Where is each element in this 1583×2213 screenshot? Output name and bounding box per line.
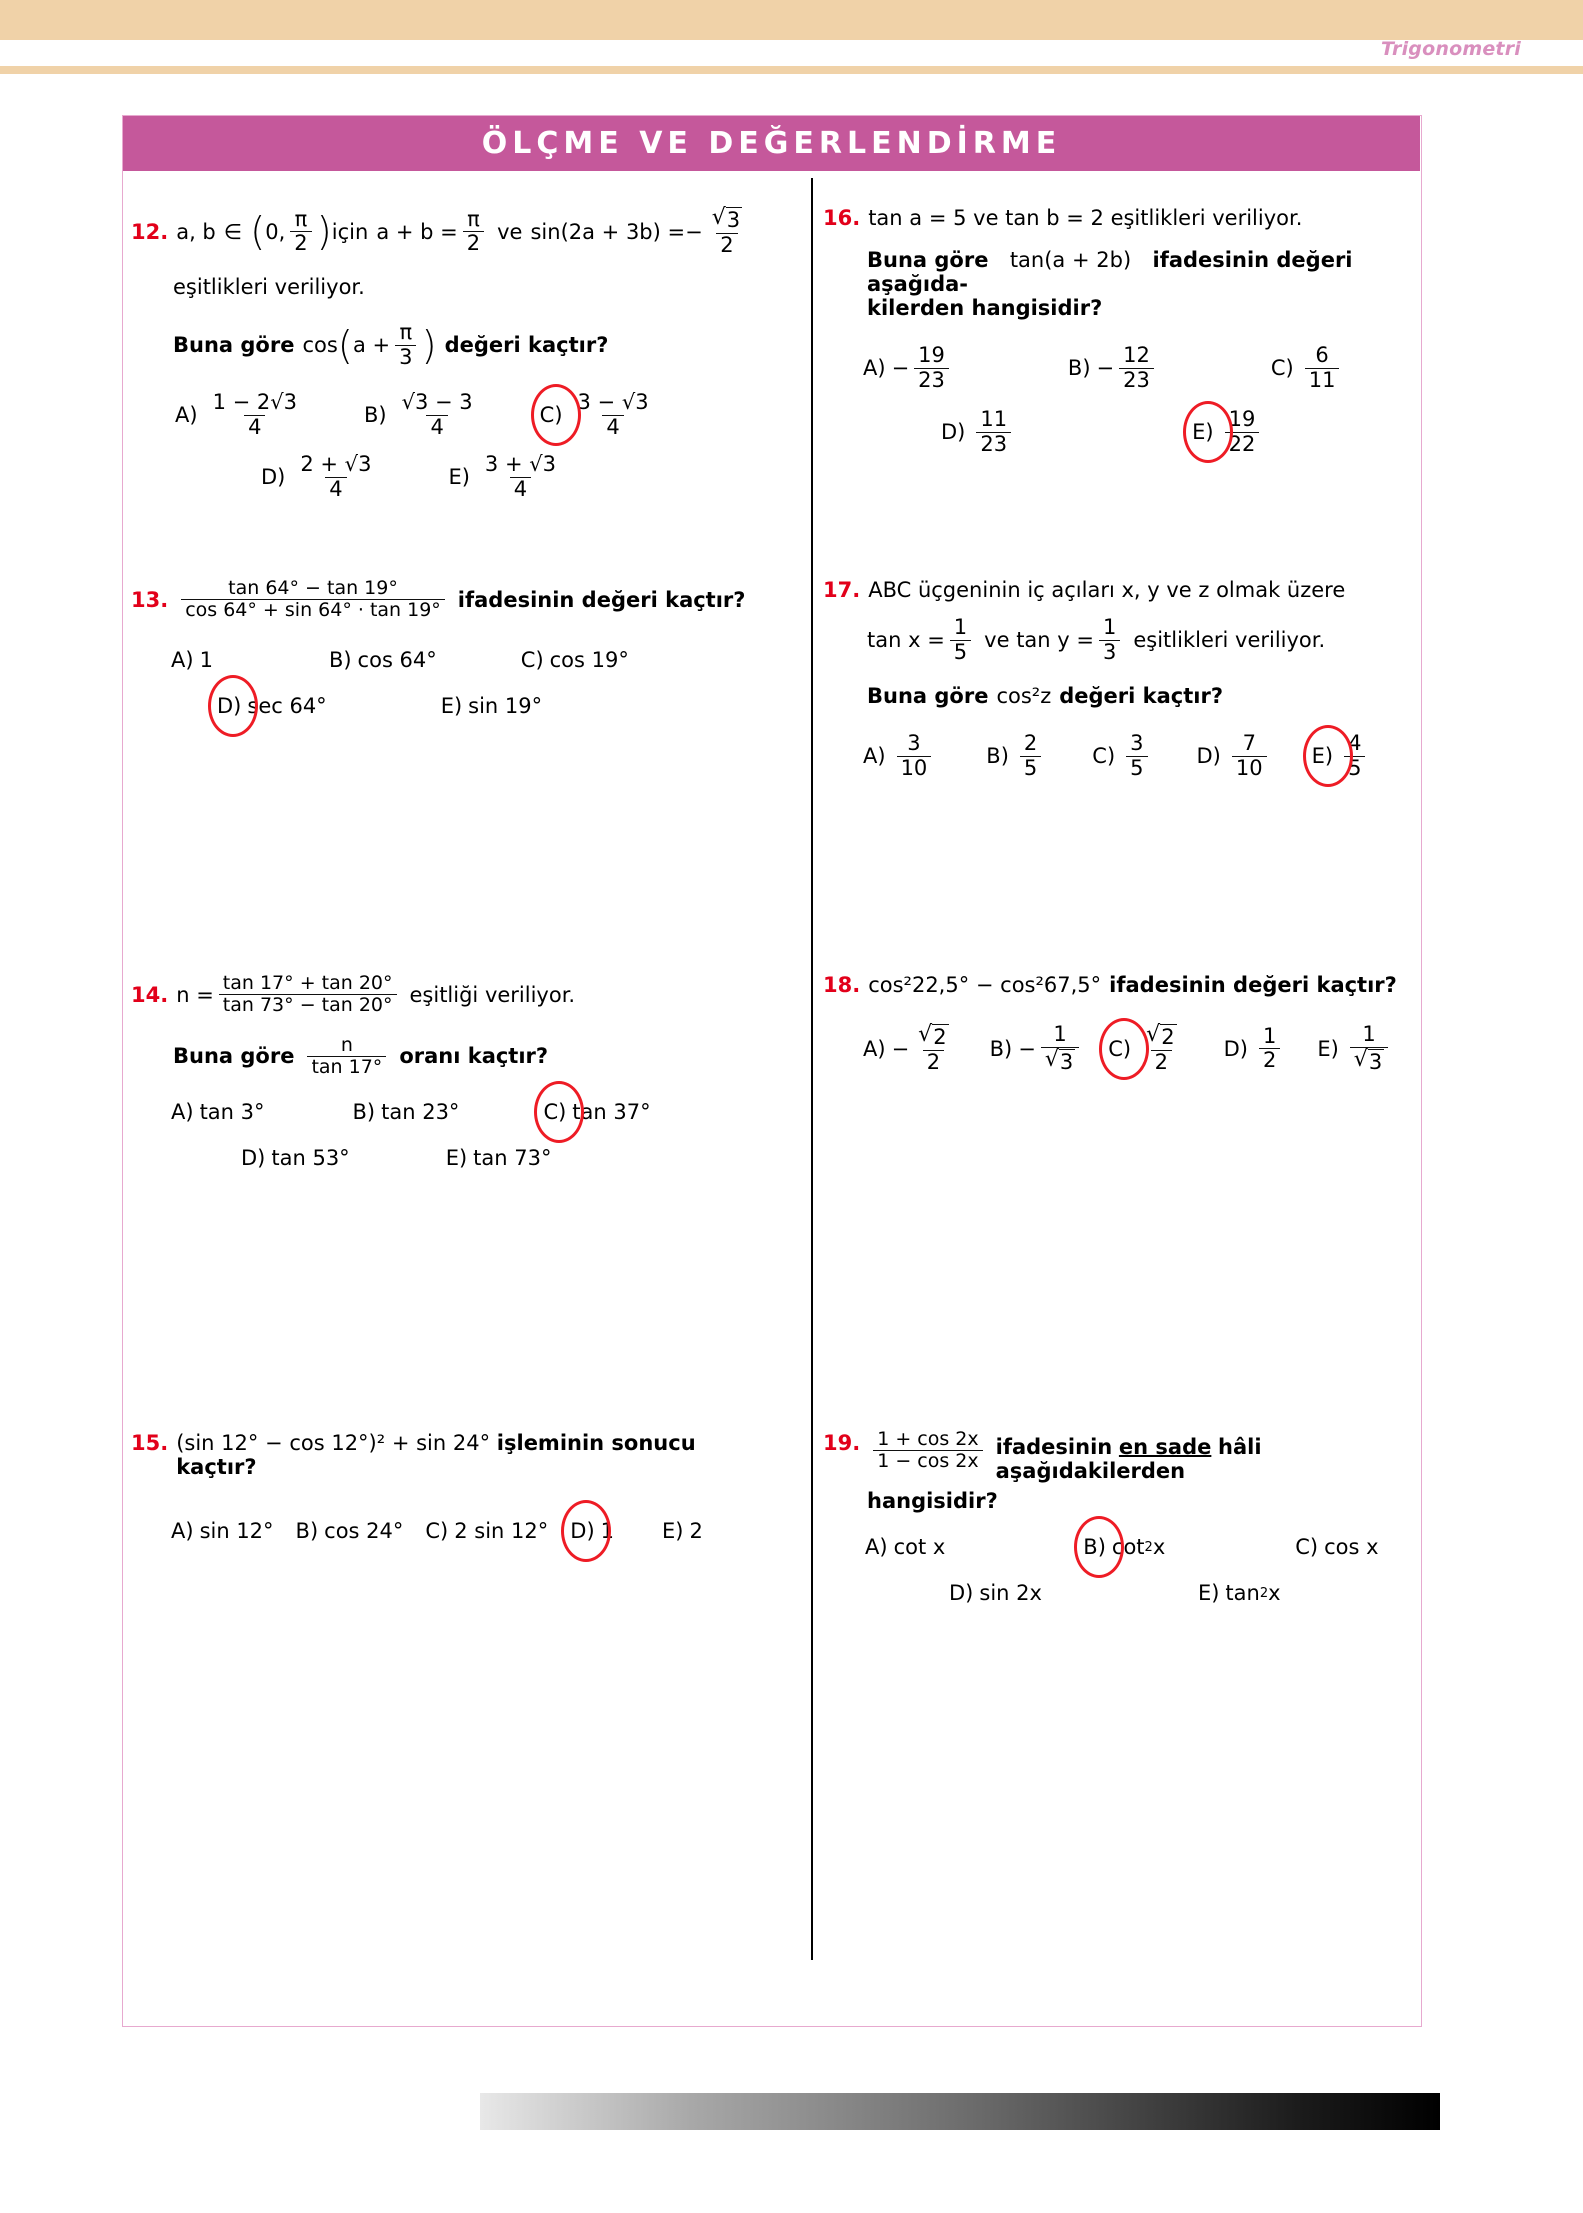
question-12-stem [176, 206, 751, 257]
q17-ask-prefix: Buna göre [867, 684, 989, 709]
question-18-bold: ifadesinin değeri kaçtır? [1109, 973, 1397, 997]
footer-bar [480, 2093, 1440, 2130]
option-19-C[interactable]: C) cos x [1295, 1535, 1379, 1559]
question-16-stem: tan a = 5 ve tan b = 2 eşitlikleri veriliyor. [868, 206, 1303, 230]
q12-in-symbol: ∈ [223, 219, 243, 244]
option-17-C[interactable]: C) $\frac{3}{5}$ [1092, 732, 1152, 780]
question-14-options-row2 [241, 1146, 809, 1170]
option-17-B[interactable]: B) $\frac{2}{5}$ [986, 732, 1046, 780]
question-12-number: 12. [131, 219, 169, 244]
question-14-number: 14. [131, 982, 169, 1007]
question-16-options-row2 [941, 408, 1413, 456]
q12-ve: ve [497, 219, 523, 244]
question-13-number: 13. [131, 587, 169, 612]
option-12-A[interactable]: A) $\frac{1 - 2√3}{4}$ [175, 390, 297, 439]
q17-ask-suffix: değeri kaçtır? [1059, 684, 1224, 709]
header-band-top [0, 0, 1583, 40]
question-17-stem-line1: ABC üçgeninin iç açıları x, y ve z olmak üzere [868, 578, 1346, 602]
question-19-stem-text [996, 1435, 1408, 1483]
q16-ask-prefix: Buna göre [867, 248, 989, 272]
option-14-D[interactable]: D) tan 53° [241, 1146, 350, 1171]
column-divider [811, 178, 813, 1960]
q17-ask-expr: cos²z [996, 684, 1052, 709]
page-number: 161 [1512, 2100, 1561, 2126]
q12-pi-over-2b: $\frac{\pi}{2}$ [463, 208, 484, 256]
option-18-E[interactable]: E) 1 √ 3 [1317, 1023, 1393, 1074]
q19-bold-a: ifadesinin [995, 1435, 1113, 1459]
answer-mark-14: C) [543, 1100, 567, 1125]
q17-tany: ve tan y = [984, 628, 1094, 653]
q16-ask-suffix1: ifadesinin değeri aşağıda- [867, 248, 1353, 296]
option-16-C[interactable]: C) $\frac{6}{11}$ [1271, 344, 1345, 392]
question-15 [131, 1431, 809, 1543]
question-12-ask [173, 321, 809, 369]
question-13-options-row1 [171, 648, 809, 672]
question-18-options [863, 1023, 1413, 1074]
q12-ask-prefix: Buna göre [173, 333, 295, 358]
section-banner-title: ÖLÇME VE DEĞERLENDİRME [123, 116, 1420, 171]
q12-ab-eq: a + b = [376, 219, 458, 244]
question-17 [823, 578, 1413, 780]
option-16-E[interactable]: E) $\frac{19}{22}$ [1192, 408, 1264, 456]
q12-sin-expr: sin(2a + 3b) = [530, 219, 686, 244]
question-17-ask [867, 684, 1413, 708]
question-12-stem-line2: eşitlikleri veriliyor. [173, 275, 365, 300]
option-16-B[interactable]: B) − $\frac{12}{23}$ [1068, 344, 1159, 392]
question-15-options [171, 1519, 809, 1543]
q12-pi-over-2: $\frac{\pi}{2}$ [290, 208, 311, 256]
answer-mark-18: C) [1108, 1036, 1132, 1061]
q19-bold-underlined: en sade [1118, 1435, 1212, 1459]
question-14-options-row1 [171, 1100, 809, 1124]
question-16-ask [867, 248, 1407, 320]
option-15-B[interactable]: B) cos 24° [295, 1519, 404, 1543]
q12-paren-close: ) [316, 210, 332, 256]
option-18-A[interactable]: A) − √ 2 2 [863, 1022, 947, 1074]
q14-lead: n = [176, 982, 214, 1007]
option-12-C[interactable]: C) $\frac{3 - √3}{4}$ [539, 390, 649, 439]
q16-ask-expr: tan(a + 2b) [1009, 248, 1132, 272]
option-15-D[interactable]: D) 1 [570, 1519, 615, 1543]
question-12-options-row1 [175, 391, 809, 439]
q14-suffix: eşitliği veriliyor. [409, 982, 576, 1007]
question-13-fraction: $\frac{\tan 64^\circ - \tan 19^\circ}{\cos 64^\circ + \sin 64^\circ \cdot \tan 19^\circ}$ [181, 578, 445, 622]
option-16-A[interactable]: A) − $\frac{19}{23}$ [863, 344, 954, 392]
option-19-D[interactable]: D) sin 2x [949, 1581, 1042, 1605]
question-19-stem-line2: hangisidir? [867, 1489, 998, 1513]
q12-a-plus: a + [352, 333, 391, 358]
question-13 [131, 578, 809, 718]
question-17-stem-line2 [867, 616, 1413, 664]
q12-pi-over-3: $\frac{\pi}{3}$ [395, 321, 416, 369]
answer-mark-13: D) [217, 693, 242, 718]
header-band-bottom [0, 66, 1583, 74]
option-13-D[interactable]: D) sec 64° [217, 693, 327, 718]
option-17-A[interactable]: A) $\frac{3}{10}$ [863, 732, 936, 780]
option-13-B[interactable]: B) cos 64° [328, 647, 437, 672]
q12-root3-over-2: √ 3 2 [711, 205, 741, 257]
question-14-ask [173, 1035, 809, 1079]
option-14-A[interactable]: A) tan 3° [171, 1100, 265, 1125]
q17-verilyor: eşitlikleri veriliyor. [1133, 628, 1326, 653]
question-19-fraction: $\frac{1 + \cos 2x}{1 - \cos 2x}$ [873, 1429, 982, 1473]
q17-frac-1-5: $\frac{1}{5}$ [950, 616, 971, 664]
q14-ask-fraction: $\frac{n}{\tan 17^\circ}$ [307, 1035, 386, 1079]
question-19-options-row1 [865, 1535, 1413, 1559]
answer-mark-19: B) [1083, 1535, 1106, 1559]
option-13-C[interactable]: C) cos 19° [520, 647, 629, 672]
option-12-E[interactable]: E) $\frac{3 + √3}{4}$ [448, 452, 556, 501]
option-17-E[interactable]: E) $\frac{4}{5}$ [1312, 732, 1371, 780]
question-18-expr: cos²22,5° − cos²67,5° [868, 973, 1102, 997]
question-14 [131, 973, 809, 1170]
option-19-E[interactable]: E) tan 2 x [1197, 1581, 1281, 1605]
q15-bold2: kaçtır? [176, 1455, 257, 1479]
q12-ask-paren-close: ) [421, 324, 437, 369]
question-12 [131, 206, 809, 501]
q15-bold1: işleminin sonucu [496, 1431, 696, 1455]
q14-ask-suffix: oranı kaçtır? [399, 1044, 549, 1069]
q12-minus: − [685, 219, 703, 244]
question-17-options [863, 732, 1413, 780]
question-17-number: 17. [823, 578, 861, 602]
question-19-options-row2 [949, 1581, 1413, 1605]
option-14-B[interactable]: B) tan 23° [352, 1100, 460, 1125]
q16-ask-suffix2: kilerden hangisidir? [867, 296, 1103, 320]
question-14-fraction: $\frac{\tan 17^\circ + \tan 20^\circ}{\tan 73^\circ - \tan 20^\circ}$ [219, 973, 397, 1017]
option-15-A[interactable]: A) sin 12° [171, 1519, 274, 1543]
q14-ask-prefix: Buna göre [173, 1044, 295, 1069]
answer-mark-17: E) [1311, 744, 1334, 769]
q12-icin: için [331, 219, 369, 244]
header-band-white [0, 40, 1583, 66]
option-19-A[interactable]: A) cot x [865, 1535, 946, 1559]
option-14-C[interactable]: C) tan 37° [543, 1100, 651, 1125]
option-13-A[interactable]: A) 1 [171, 647, 213, 672]
question-12-options-row2 [261, 453, 809, 501]
option-16-D[interactable]: D) $\frac{11}{23}$ [941, 408, 1016, 456]
q12-vars: a, b [176, 219, 216, 244]
question-13-options-row2 [217, 694, 809, 718]
question-13-suffix: ifadesinin değeri kaçtır? [457, 587, 746, 612]
answer-mark-15: D) [570, 1519, 595, 1543]
option-12-B[interactable]: B) $\frac{√3 - 3}{4}$ [363, 390, 473, 439]
q12-interval-left: 0, [265, 219, 286, 244]
question-16-options-row1 [863, 344, 1413, 392]
q15-expr: (sin 12° − cos 12°)² + sin 24° [176, 1431, 491, 1455]
question-18 [823, 973, 1413, 1074]
question-19-number: 19. [823, 1431, 861, 1455]
q19-bold-b: hâli aşağıdakilerden [995, 1435, 1262, 1483]
option-13-E[interactable]: E) sin 19° [440, 693, 543, 718]
q17-frac-1-3: $\frac{1}{3}$ [1099, 616, 1120, 664]
q17-tanx: tan x = [867, 628, 945, 653]
option-18-C[interactable]: C) √ 2 2 [1108, 1022, 1175, 1074]
option-18-B[interactable]: B) − 1 √ 3 [990, 1023, 1085, 1074]
option-15-C[interactable]: C) 2 sin 12° [425, 1519, 549, 1543]
option-18-D[interactable]: D) $\frac{1}{2}$ [1224, 1025, 1286, 1073]
answer-mark-16: E) [1192, 420, 1214, 445]
chapter-title: Trigonometri [1380, 38, 1521, 60]
option-19-B[interactable]: B) cot 2 x [1083, 1535, 1166, 1559]
question-16 [823, 206, 1413, 456]
option-17-D[interactable]: D) $\frac{7}{10}$ [1197, 732, 1272, 780]
q12-cos: cos [302, 333, 338, 358]
question-18-number: 18. [823, 973, 861, 997]
q12-ask-suffix: değeri kaçtır? [444, 333, 609, 358]
worksheet-frame [122, 115, 1422, 2027]
option-15-E[interactable]: E) 2 [662, 1519, 703, 1543]
question-16-number: 16. [823, 206, 861, 230]
question-19 [823, 1428, 1413, 1605]
option-12-D[interactable]: D) $\frac{2 + √3}{4}$ [261, 452, 372, 501]
question-15-stem [176, 1431, 695, 1479]
q12-paren-open: ( [250, 210, 266, 256]
option-14-E[interactable]: E) tan 73° [445, 1146, 552, 1171]
question-15-number: 15. [131, 1431, 169, 1455]
answer-mark-12: C) [539, 403, 563, 428]
q12-ask-paren-open: ( [337, 324, 353, 369]
